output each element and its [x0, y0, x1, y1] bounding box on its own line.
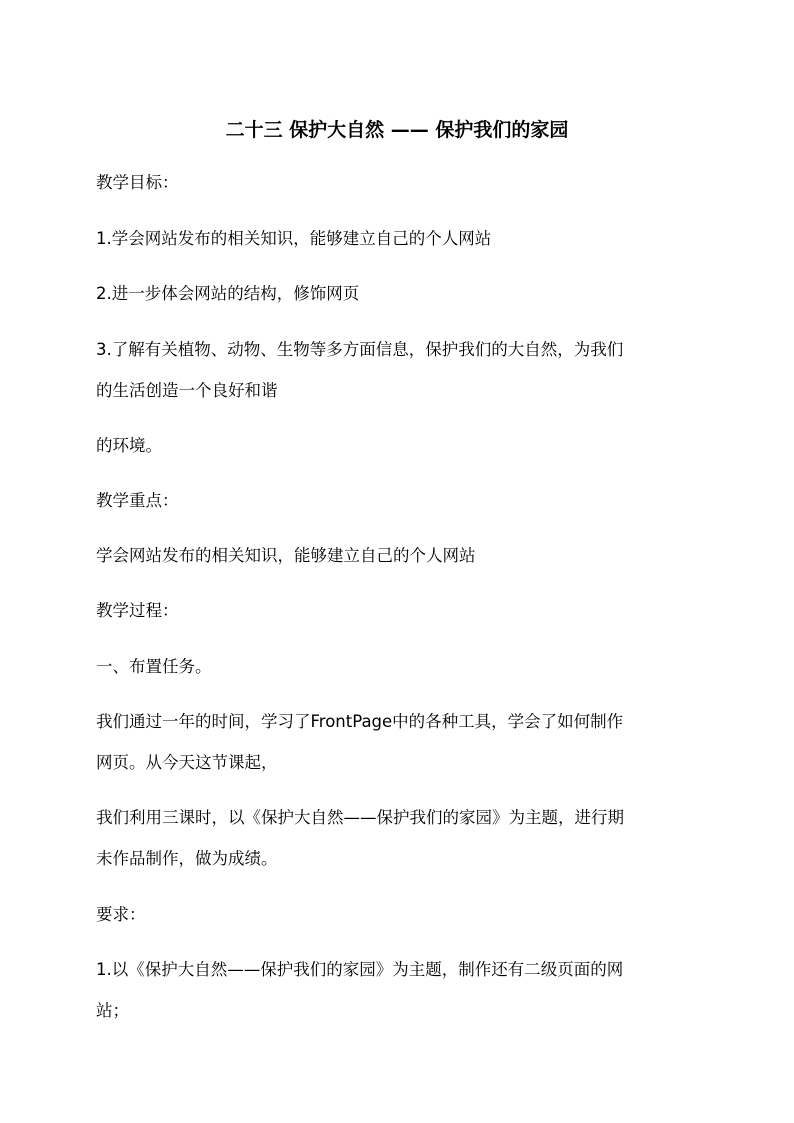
- section-assign-task: 一、布置任务。: [96, 657, 212, 676]
- heading-teaching-process: 教学过程：: [96, 601, 179, 620]
- heading-teaching-goals: 教学目标：: [96, 173, 179, 192]
- document-title: 二十三 保护大自然 —— 保护我们的家园: [225, 119, 569, 141]
- heading-teaching-focus: 教学重点：: [96, 491, 179, 510]
- requirement-1-line-1: 1.以《保护大自然——保护我们的家园》为主题，制作还有二级页面的网: [96, 960, 624, 979]
- paragraph-2-line-2: 未作品制作，做为成绩。: [96, 849, 278, 868]
- goal-item-2: 2.进一步体会网站的结构，修饰网页: [96, 284, 360, 303]
- goal-item-3-line-2: 的生活创造一个良好和谐: [96, 381, 278, 400]
- goal-item-3-line-1: 3.了解有关植物、动物、生物等多方面信息，保护我们的大自然，为我们: [96, 340, 624, 359]
- paragraph-1-line-2: 网页。从今天这节课起，: [96, 753, 278, 772]
- goal-item-1: 1.学会网站发布的相关知识，能够建立自己的个人网站: [96, 229, 492, 248]
- paragraph-1-line-1: 我们通过一年的时间，学习了FrontPage中的各种工具，学会了如何制作: [96, 712, 624, 731]
- focus-text: 学会网站发布的相关知识，能够建立自己的个人网站: [96, 546, 476, 565]
- paragraph-2-line-1: 我们利用三课时，以《保护大自然——保护我们的家园》为主题，进行期: [96, 808, 624, 827]
- goal-item-3-line-3: 的环境。: [96, 436, 162, 455]
- requirement-1-line-2: 站；: [96, 1001, 129, 1020]
- heading-requirements: 要求：: [96, 905, 146, 924]
